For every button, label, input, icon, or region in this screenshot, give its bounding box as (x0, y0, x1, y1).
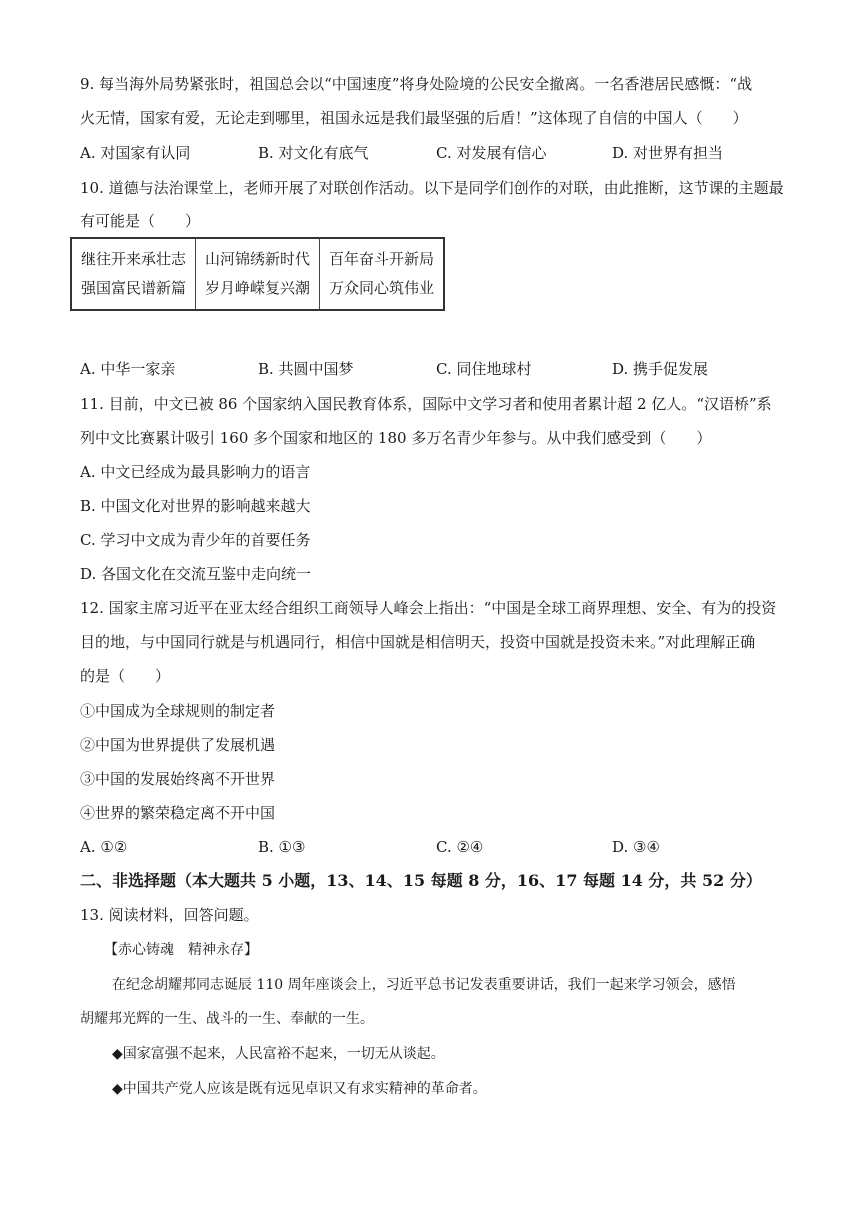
q13-material-heading: 【赤心铸魂 精神永存】 (104, 942, 258, 958)
q13-paragraph-line2: 胡耀邦光辉的一生、战斗的一生、奉献的一生。 (80, 1011, 374, 1027)
q9-option-a: A. 对国家有认同 (80, 144, 191, 162)
q9-stem-line1: 9. 每当海外局势紧张时，祖国总会以“中国速度”将身处险境的公民安全撤离。一名香港居民感慨：“战 (80, 75, 753, 93)
section-2-title: 二、非选择题（本大题共 5 小题，13、14、15 每题 8 分，16、17 每题 14 分，共 52 分） (80, 871, 762, 890)
q11-option-d: D. 各国文化在交流互鉴中走向统一 (80, 565, 312, 583)
q11-stem-line1: 11. 目前，中文已被 86 个国家纳入国民教育体系，国际中文学习者和使用者累计超 2 亿人。“汉语桥”系 (80, 395, 772, 413)
couplet-2-top: 山河锦绣新时代 (205, 250, 311, 268)
couplet-1-top: 继往开来承壮志 (81, 250, 187, 268)
couplet-2-bottom: 岁月峥嵘复兴潮 (205, 279, 311, 297)
q13-bullet-2: ◆中国共产党人应该是既有远见卓识又有求实精神的革命者。 (112, 1081, 487, 1097)
q12-stem-line3: 的是（ ） (80, 667, 171, 685)
q12-option-b: B. ①③ (258, 838, 306, 856)
q11-option-c: C. 学习中文成为青少年的首要任务 (80, 531, 311, 549)
q12-option-c: C. ②④ (436, 838, 484, 856)
q10-stem-line2: 有可能是（ ） (80, 212, 201, 230)
q13-stem: 13. 阅读材料，回答问题。 (80, 906, 259, 924)
q13-bullet-1: ◆国家富强不起来，人民富裕不起来，一切无从谈起。 (112, 1046, 445, 1062)
q10-stem-line1: 10. 道德与法治课堂上，老师开展了对联创作活动。以下是同学们创作的对联，由此推断，这节课的主题最 (80, 179, 784, 197)
q12-option-d: D. ③④ (612, 838, 660, 856)
couplet-3-bottom: 万众同心筑伟业 (329, 279, 435, 297)
q12-option-a: A. ①② (80, 838, 128, 856)
couplet-cell-1 (71, 238, 196, 310)
q10-option-d: D. 携手促发展 (612, 360, 709, 378)
q13-paragraph-line1: 在纪念胡耀邦同志诞辰 110 周年座谈会上，习近平总书记发表重要讲话，我们一起来学习领会，感悟 (112, 977, 736, 993)
q12-stem-line1: 12. 国家主席习近平在亚太经合组织工商领导人峰会上指出：“中国是全球工商界理想、安全、有为的投资 (80, 599, 777, 617)
q11-option-b: B. 中国文化对世界的影响越来越大 (80, 497, 311, 515)
couplet-table (70, 237, 445, 311)
q9-stem-line2: 火无情，国家有爱，无论走到哪里，祖国永远是我们最坚强的后盾！”这体现了自信的中国人（ ） (80, 109, 748, 127)
q10-option-a: A. 中华一家亲 (80, 360, 176, 378)
q9-option-c: C. 对发展有信心 (436, 144, 547, 162)
q9-option-d: D. 对世界有担当 (612, 144, 724, 162)
couplet-cell-3 (320, 238, 445, 310)
q11-stem-line2: 列中文比赛累计吸引 160 多个国家和地区的 180 多万名青少年参与。从中我们感受到（ ） (80, 429, 712, 447)
q12-statement-1: ①中国成为全球规则的制定者 (80, 702, 276, 720)
q9-option-b: B. 对文化有底气 (258, 144, 369, 162)
couplet-3-top: 百年奋斗开新局 (329, 250, 435, 268)
q11-option-a: A. 中文已经成为最具影响力的语言 (80, 463, 311, 481)
q12-statement-3: ③中国的发展始终离不开世界 (80, 770, 276, 788)
q12-statement-4: ④世界的繁荣稳定离不开中国 (80, 804, 276, 822)
q12-stem-line2: 目的地，与中国同行就是与机遇同行，相信中国就是相信明天，投资中国就是投资未来。”对此理解正确 (80, 633, 756, 651)
q12-statement-2: ②中国为世界提供了发展机遇 (80, 736, 276, 754)
couplet-cell-2 (196, 238, 320, 310)
q10-option-c: C. 同住地球村 (436, 360, 532, 378)
couplet-1-bottom: 强国富民谱新篇 (81, 279, 187, 297)
q10-option-b: B. 共圆中国梦 (258, 360, 354, 378)
